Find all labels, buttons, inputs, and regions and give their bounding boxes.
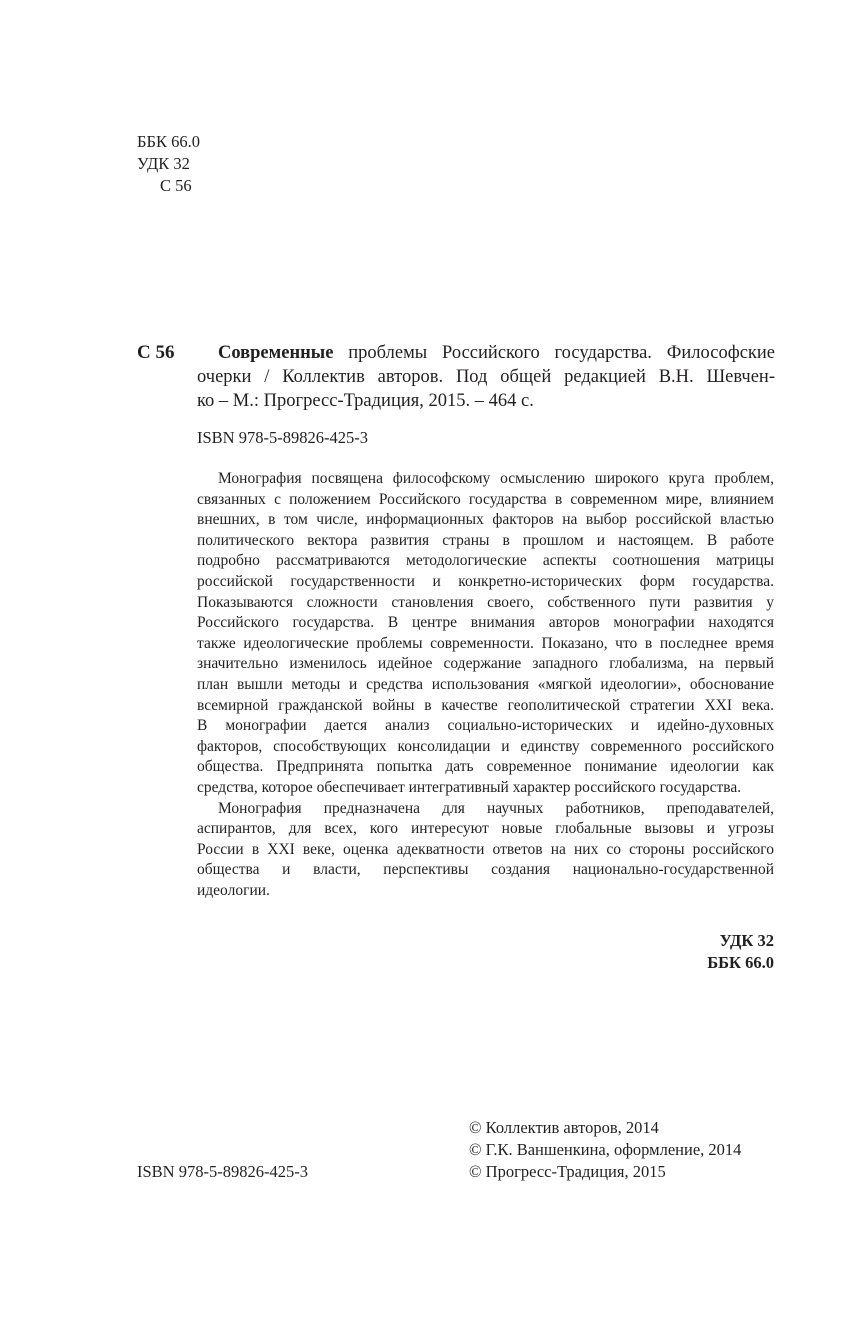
entry-line-2: очерки / Коллектив авторов. Под общей редакцией В.Н. Шевчен- — [197, 367, 775, 387]
bibliographic-entry — [197, 341, 775, 413]
udk-code-bottom: УДК 32 — [719, 931, 774, 950]
annotation-line: политического вектора развития страны в прошлом и настоящем. В работе — [197, 531, 774, 549]
annotation-line: значительно изменилось идейное содержание западного глобализма, на первый — [197, 655, 774, 673]
annotation-line: Показываются сложности становления своего, собственного пути развития у — [197, 593, 774, 611]
entry-title-bold: Современные — [218, 343, 334, 363]
annotation-line: средства, которое обеспечивает интегративный характер российского государства. — [197, 778, 742, 796]
annotation-line: также идеологические проблемы современности. Показано, что в последнее время — [197, 634, 774, 652]
isbn-top: ISBN 978-5-89826-425-3 — [197, 428, 368, 447]
udk-code: УДК 32 — [137, 154, 190, 173]
annotation-line: план вышли методы и средства использования «мягкой идеологии», обоснование — [197, 675, 774, 693]
annotation-line: российской государственности и конкретно-исторических форм государства. — [197, 572, 774, 590]
annotation-line: идеологии. — [197, 881, 270, 899]
entry-line-1-text: проблемы Российского государства. Философские — [333, 343, 775, 363]
copyright-line: © Коллектив авторов, 2014 — [469, 1118, 659, 1137]
annotation-line: всемирной гражданской войны в качестве геополитической стратегии XXI века. — [197, 696, 774, 714]
entry-line-1 — [197, 341, 775, 365]
bbk-code-bottom: ББК 66.0 — [707, 953, 774, 972]
isbn-bottom: ISBN 978-5-89826-425-3 — [137, 1162, 308, 1181]
annotation-line: России в XXI веке, оценка адекватности ответов на них со стороны российского — [197, 840, 774, 858]
annotation-line: внешних, в том числе, информационных факторов на выбор российской властью — [197, 511, 774, 529]
annotation — [197, 469, 774, 901]
author-mark: С 56 — [160, 176, 192, 195]
annotation-line: Монография посвящена философскому осмыслению широкого круга проблем, — [218, 470, 774, 487]
copyright-line: © Прогресс-Традиция, 2015 — [469, 1162, 666, 1181]
annotation-line: общества. Предпринята попытка дать современное понимание идеологии как — [197, 758, 774, 776]
copyright-line: © Г.К. Ваншенкина, оформление, 2014 — [469, 1140, 742, 1159]
entry-author-mark: С 56 — [137, 342, 175, 363]
entry-line-3: ко – М.: Прогресс-Традиция, 2015. – 464 с. — [197, 391, 534, 411]
classification-block — [137, 131, 200, 197]
copyright-block — [469, 1117, 741, 1183]
annotation-line: факторов, способствующих консолидации и единству современного российского — [197, 737, 774, 755]
annotation-line: связанных с положением Российского государства в современном мире, влиянием — [197, 490, 774, 508]
annotation-line: подробно рассматриваются методологические аспекты соотношения матрицы — [197, 552, 774, 570]
annotation-line: аспирантов, для всех, кого интересуют новые глобальные вызовы и угрозы — [197, 820, 774, 838]
annotation-line: общества и власти, перспективы создания национально-государственной — [197, 861, 774, 879]
annotation-line: Монография предназначена для научных работников, преподавателей, — [218, 799, 774, 817]
annotation-line: Российского государства. В центре внимания авторов монографии находятся — [197, 614, 774, 632]
bbk-code: ББК 66.0 — [137, 132, 200, 151]
annotation-line: В монографии дается анализ социально-исторических и идейно-духовных — [197, 717, 774, 735]
index-codes-bottom — [707, 930, 774, 974]
